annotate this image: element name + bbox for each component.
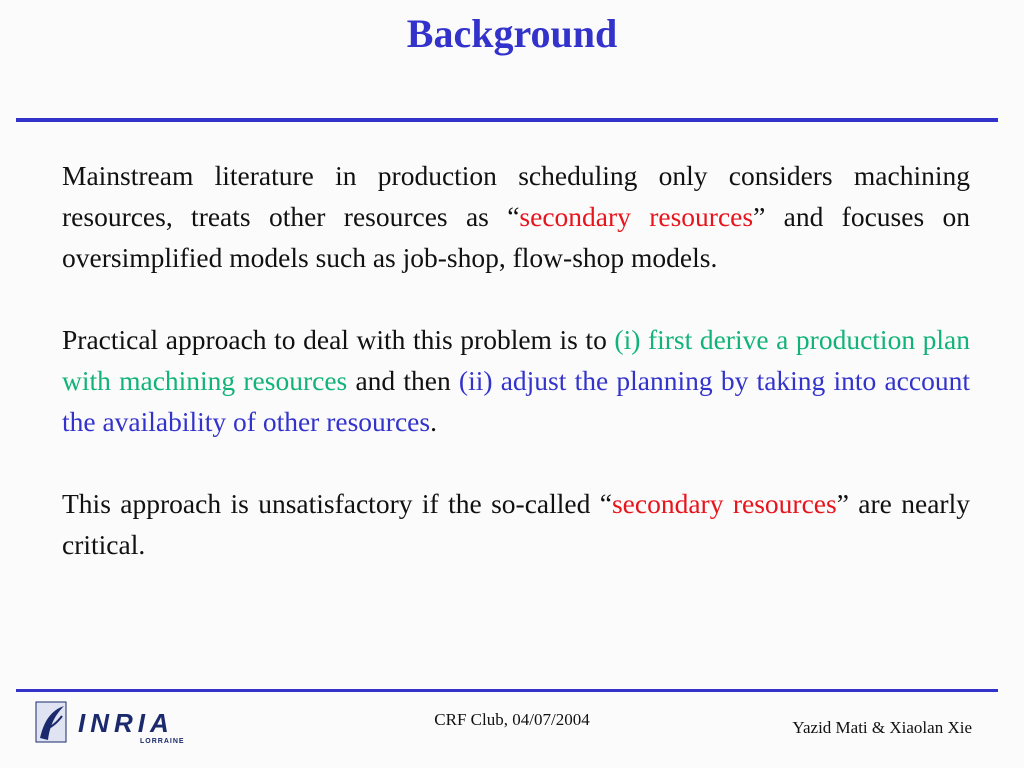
p2-highlight-step-ii: (ii) adjust the planning by taking into account the availability of other resources (62, 365, 970, 437)
paragraph-3 (62, 483, 970, 565)
paragraph-1 (62, 155, 970, 278)
p2-text-a: Practical approach to deal with this problem is to (62, 324, 615, 355)
p2-highlight-step-i: (i) first derive a production plan with machining resources (62, 324, 970, 396)
footer-authors: Yazid Mati & Xiaolan Xie (792, 718, 972, 737)
logo-wordmark: INRIA (78, 708, 174, 738)
p3-highlight-secondary-resources: secondary resources (611, 488, 837, 519)
p3-text-a: This approach is unsatisfactory if the so-called “ (62, 488, 612, 519)
slide-body (62, 155, 970, 606)
footer-event-date: CRF Club, 04/07/2004 (434, 710, 590, 729)
footer-divider (16, 689, 998, 692)
p1-highlight-secondary-resources: secondary resources (519, 201, 754, 232)
paragraph-2 (62, 319, 970, 442)
p1-text-c: ” and focuses on oversimplified models such as job-shop, flow-shop models. (62, 201, 970, 273)
p2-text-c: and then (347, 365, 459, 396)
p3-text-c: ” are nearly critical. (62, 488, 970, 560)
p2-text-e: . (430, 406, 437, 437)
logo-subtitle: LORRAINE (140, 738, 185, 745)
title-divider (16, 118, 998, 122)
p1-text-a: Mainstream literature in production scheduling only considers machining resources, treats other resources as “ (62, 160, 970, 232)
slide-title: Background (406, 11, 618, 56)
